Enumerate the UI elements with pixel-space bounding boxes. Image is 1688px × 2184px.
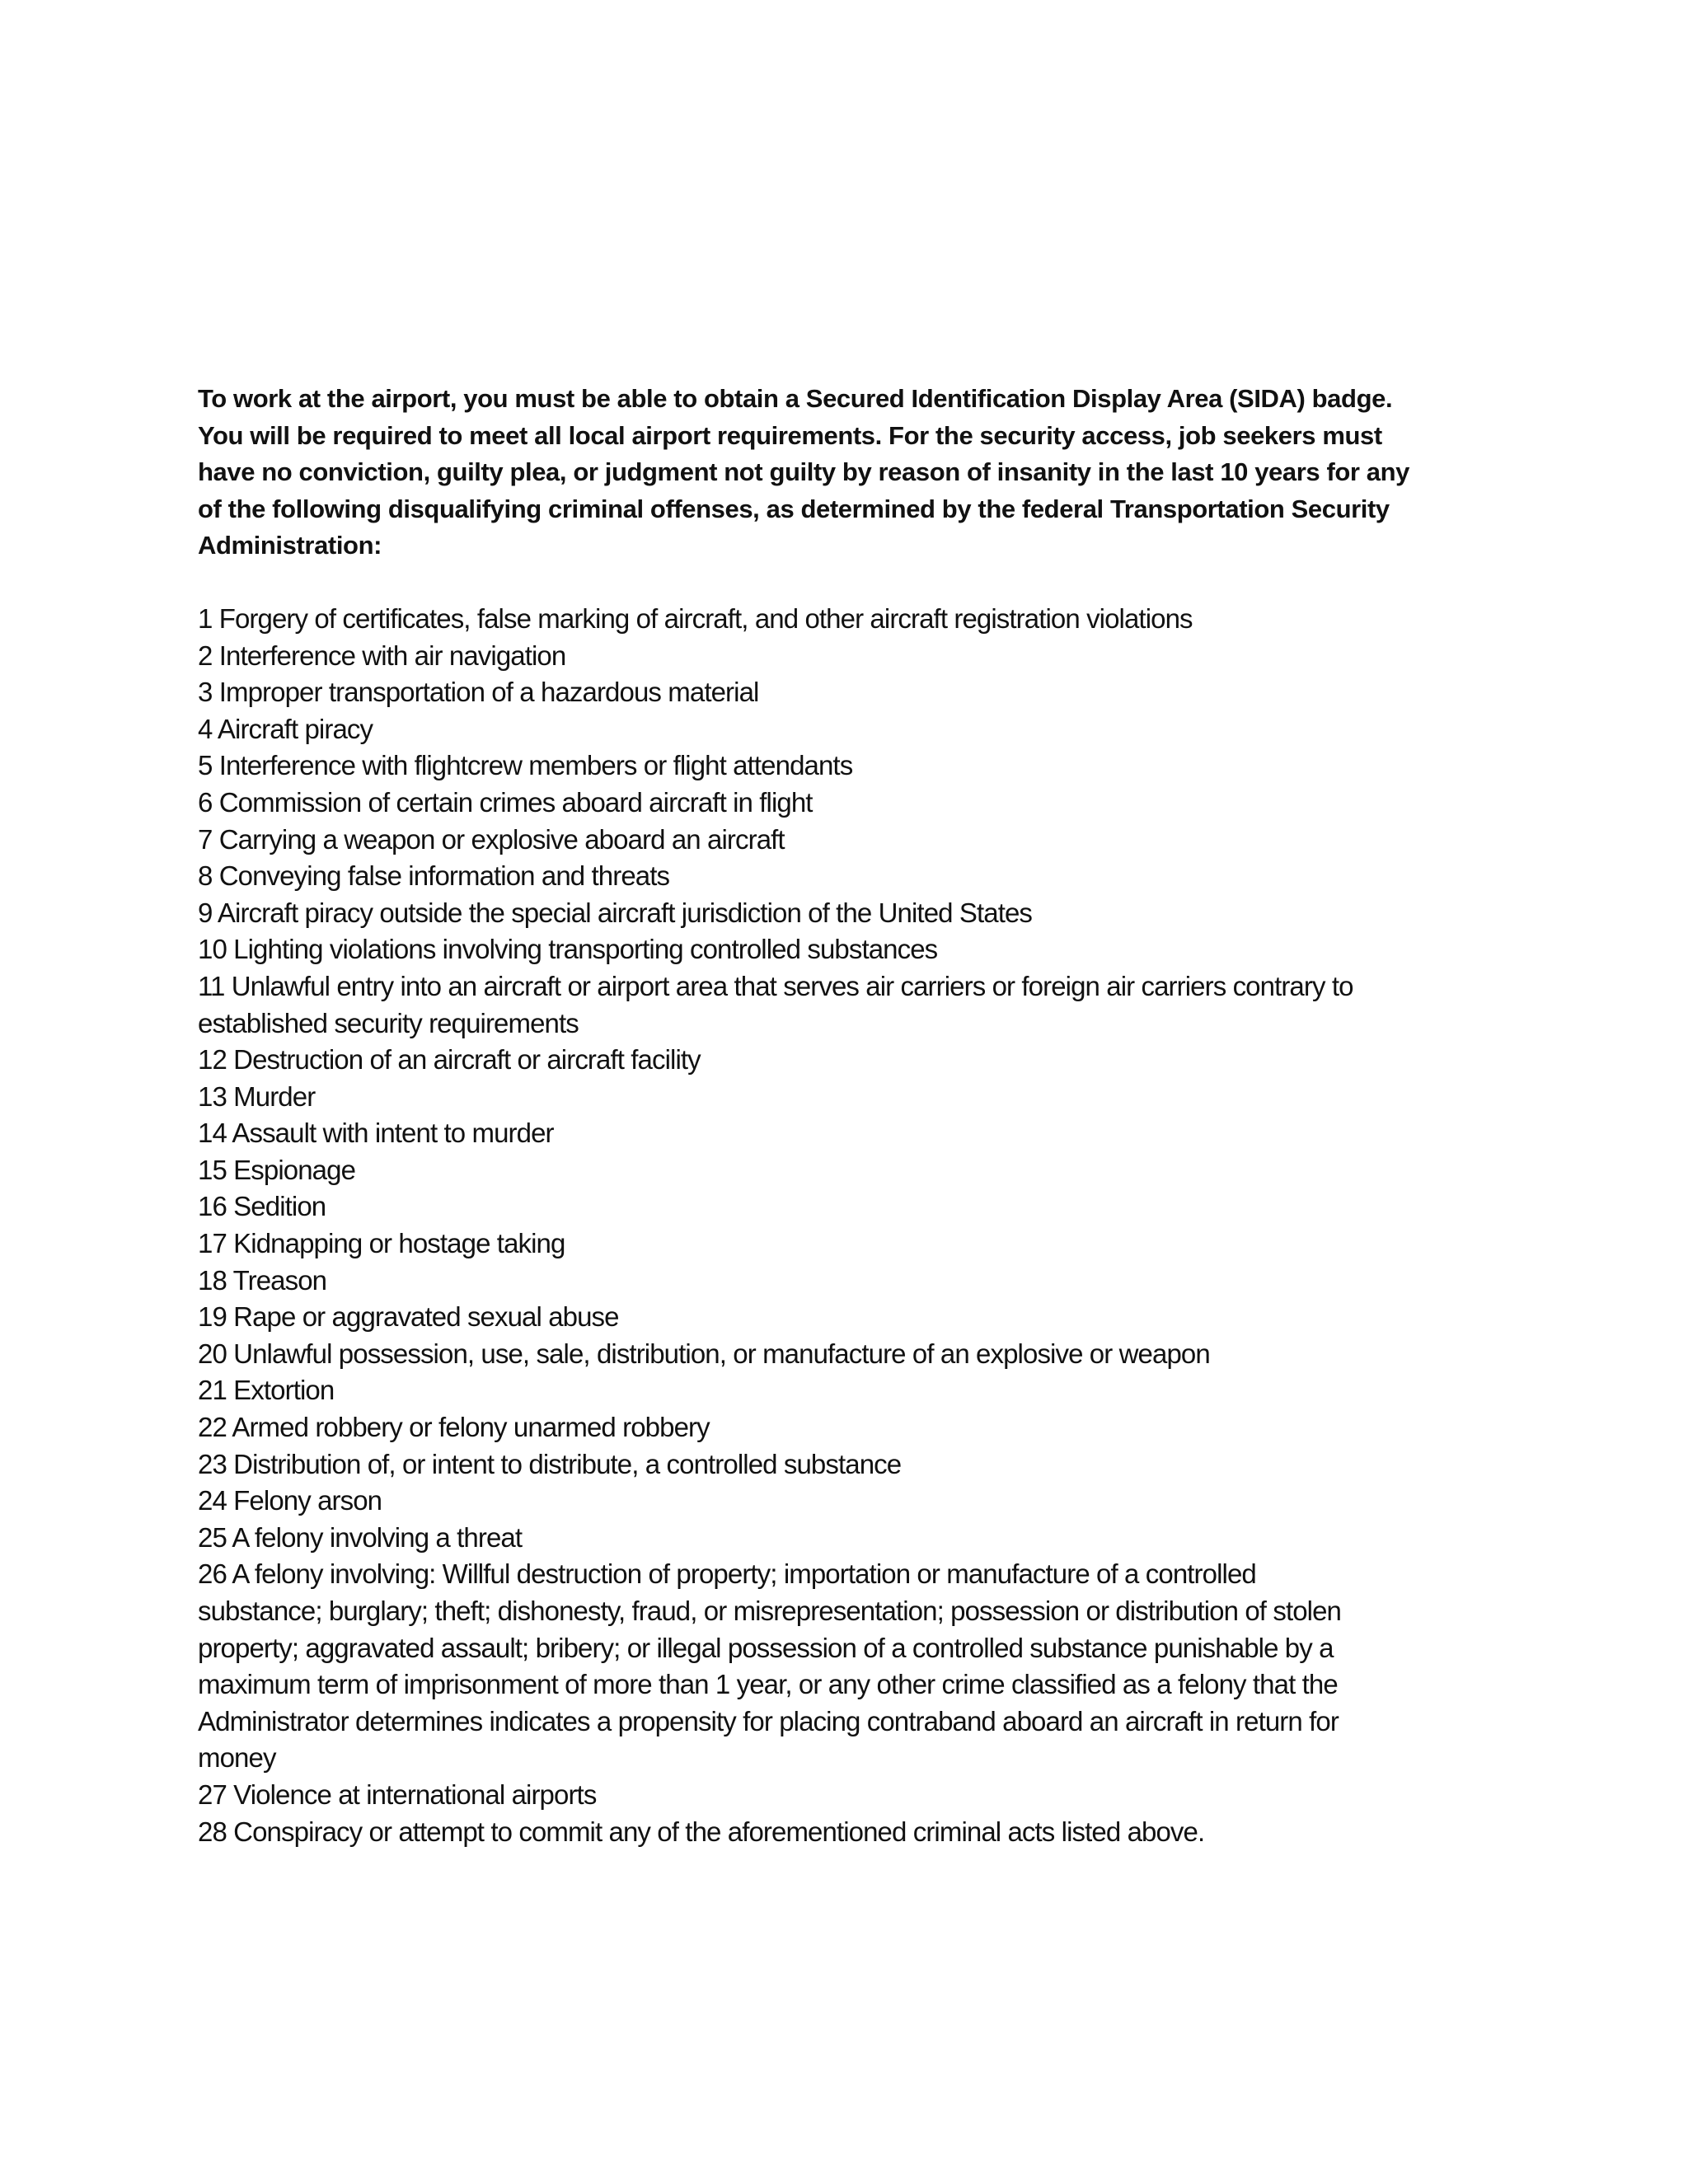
intro-paragraph: To work at the airport, you must be able to obtain a Secured Identification Display Area (SIDA) badge. You will be required to meet all local airport requirements. For the security access, job seekers must have no conviction, guilty plea, or judgment not guilty by reason of insanity in the last 10 years for any of the following disqualifying criminal offenses, as determined by the federal Transportation Security Administration: <box>198 384 1410 560</box>
offense-item: 9 Aircraft piracy outside the special aircraft jurisdiction of the United States <box>198 897 1033 928</box>
offense-item: 3 Improper transportation of a hazardous material <box>198 677 759 708</box>
offense-item: 28 Conspiracy or attempt to commit any of the aforementioned criminal acts listed above. <box>198 1816 1205 1847</box>
offense-item: 2 Interference with air navigation <box>198 640 566 671</box>
offense-item: 21 Extortion <box>198 1375 335 1406</box>
offense-item: 27 Violence at international airports <box>198 1779 597 1810</box>
offense-item: 26 A felony involving: Willful destruction of property; importation or manufacture of a controlled substance; burglary; theft; dishonesty, fraud, or misrepresentation; possession or distribution of stolen property; aggravated assault; bribery; or illegal possession of a controlled substance punishable by a maximum term of imprisonment of more than 1 year, or any other crime classified as a felony that the Administrator determines indicates a propensity for placing contraband aboard an aircraft in return for money <box>198 1558 1342 1774</box>
offense-item: 24 Felony arson <box>198 1485 382 1516</box>
offense-item: 16 Sedition <box>198 1191 326 1222</box>
offense-item: 1 Forgery of certificates, false marking of aircraft, and other aircraft registration violations <box>198 602 1193 634</box>
offense-item: 7 Carrying a weapon or explosive aboard an aircraft <box>198 823 785 855</box>
offense-item: 20 Unlawful possession, use, sale, distribution, or manufacture of an explosive or weapon <box>198 1338 1210 1369</box>
offense-item: 23 Distribution of, or intent to distribute, a controlled substance <box>198 1448 902 1479</box>
offense-item: 25 A felony involving a threat <box>198 1521 523 1553</box>
offense-item: 6 Commission of certain crimes aboard aircraft in flight <box>198 786 813 818</box>
offense-item: 22 Armed robbery or felony unarmed robbery <box>198 1412 710 1443</box>
offense-item: 10 Lighting violations involving transporting controlled substances <box>198 934 938 965</box>
offense-item: 19 Rape or aggravated sexual abuse <box>198 1301 619 1333</box>
offense-item: 17 Kidnapping or hostage taking <box>198 1228 565 1259</box>
offense-item: 13 Murder <box>198 1080 316 1112</box>
offense-item: 5 Interference with flightcrew members or flight attendants <box>198 750 853 781</box>
offense-item: 15 Espionage <box>198 1154 356 1185</box>
document-content <box>198 381 1517 1850</box>
offense-item: 8 Conveying false information and threats <box>198 860 670 892</box>
offense-item: 4 Aircraft piracy <box>198 713 373 744</box>
offense-item: 11 Unlawful entry into an aircraft or airport area that serves air carriers or foreign air carriers contrary to established security requirements <box>198 970 1353 1038</box>
offense-item: 18 Treason <box>198 1264 327 1296</box>
offense-item: 12 Destruction of an aircraft or aircraft facility <box>198 1044 701 1076</box>
offense-item: 14 Assault with intent to murder <box>198 1118 554 1149</box>
disqualifying-offenses-list <box>198 601 1517 1850</box>
